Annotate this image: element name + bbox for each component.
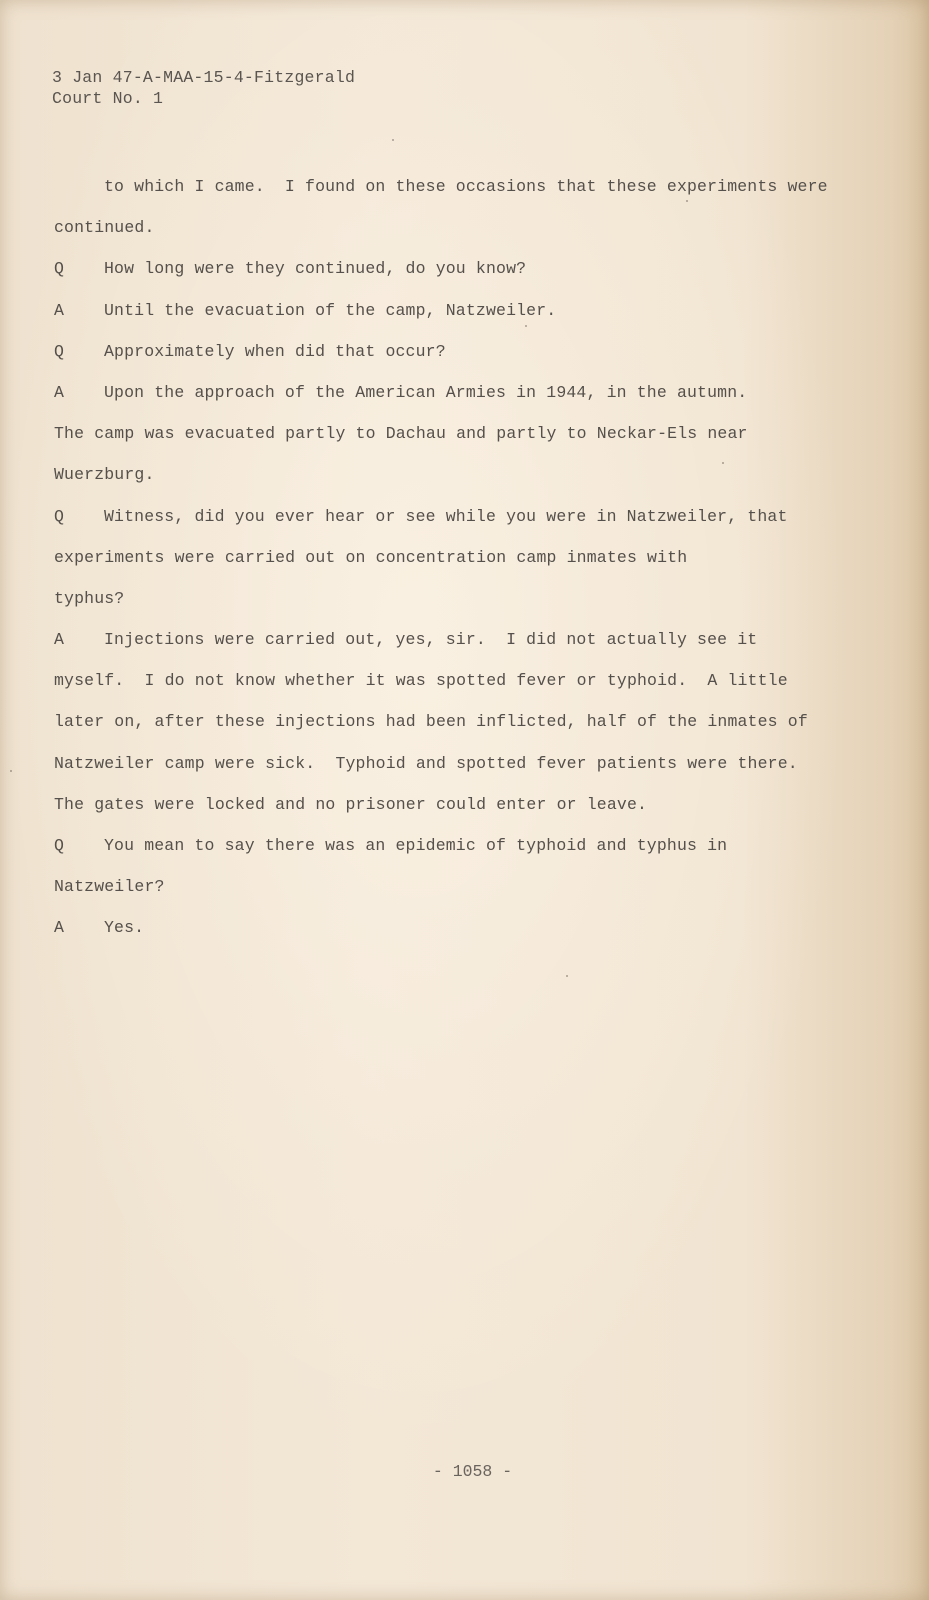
paper-speck — [392, 139, 394, 141]
transcript-line — [54, 660, 834, 701]
line-text: myself. I do not know whether it was spotted fever or typhoid. A little — [54, 671, 788, 691]
line-text: Upon the approach of the American Armies in 1944, in the autumn. — [104, 382, 748, 402]
transcript-line — [54, 743, 834, 784]
transcript-line — [54, 619, 834, 660]
line-text: to which I came. I found on these occasions that these experiments were — [104, 177, 828, 196]
paper-speck — [10, 770, 12, 772]
paper-speck — [686, 200, 688, 202]
transcript-line — [54, 290, 834, 331]
header-court: Court No. 1 — [52, 89, 164, 108]
speaker-tag: A — [54, 300, 65, 320]
line-text: The camp was evacuated partly to Dachau and partly to Neckar-Els near — [54, 424, 748, 444]
speaker-tag: Q — [54, 506, 65, 526]
line-text: continued. — [54, 218, 155, 238]
transcript-line — [54, 372, 834, 413]
line-text: Witness, did you ever hear or see while you were in Natzweiler, that — [104, 506, 788, 526]
line-text: Yes. — [104, 918, 145, 938]
transcript-line — [54, 207, 834, 248]
document-header — [52, 67, 355, 109]
paper-speck — [525, 325, 527, 327]
line-text: You mean to say there was an epidemic of typhoid and typhus in — [104, 836, 728, 855]
speaker-tag: Q — [54, 259, 65, 279]
line-text: Injections were carried out, yes, sir. I did not actually see it — [104, 630, 758, 650]
line-text: later on, after these injections had been inflicted, half of the inmates of — [54, 712, 808, 732]
transcript-line — [54, 701, 834, 742]
transcript-line — [54, 866, 834, 907]
transcript-line — [54, 578, 834, 619]
line-text: How long were they continued, do you know? — [104, 259, 527, 279]
speaker-tag: Q — [54, 341, 65, 361]
speaker-tag: A — [54, 382, 65, 402]
speaker-tag: Q — [54, 836, 65, 855]
page-number: - 1058 - — [432, 1462, 513, 1481]
transcript-line — [54, 825, 834, 866]
paper-speck — [566, 975, 568, 977]
transcript-line — [54, 496, 834, 537]
line-text: Approximately when did that occur? — [104, 341, 446, 361]
line-text: Natzweiler camp were sick. Typhoid and spotted fever patients were there. — [54, 753, 798, 773]
line-text: experiments were carried out on concentration camp inmates with — [54, 547, 688, 567]
line-text: typhus? — [54, 588, 125, 608]
line-text: Until the evacuation of the camp, Natzweiler. — [104, 300, 557, 320]
transcript-line — [54, 413, 834, 454]
transcript-line — [54, 454, 834, 495]
transcript-line — [54, 166, 834, 207]
transcript-body — [54, 166, 834, 949]
transcript-line — [54, 907, 834, 948]
paper-speck — [722, 462, 724, 464]
speaker-tag: A — [54, 918, 65, 938]
line-text: Wuerzburg. — [54, 465, 155, 485]
transcript-line — [54, 248, 834, 289]
transcript-line — [54, 784, 834, 825]
transcript-line — [54, 537, 834, 578]
line-text: The gates were locked and no prisoner could enter or leave. — [54, 794, 648, 814]
header-reference: 3 Jan 47-A-MAA-15-4-Fitzgerald — [52, 68, 356, 87]
speaker-tag: A — [54, 630, 65, 650]
transcript-line — [54, 331, 834, 372]
line-text: Natzweiler? — [54, 877, 165, 897]
